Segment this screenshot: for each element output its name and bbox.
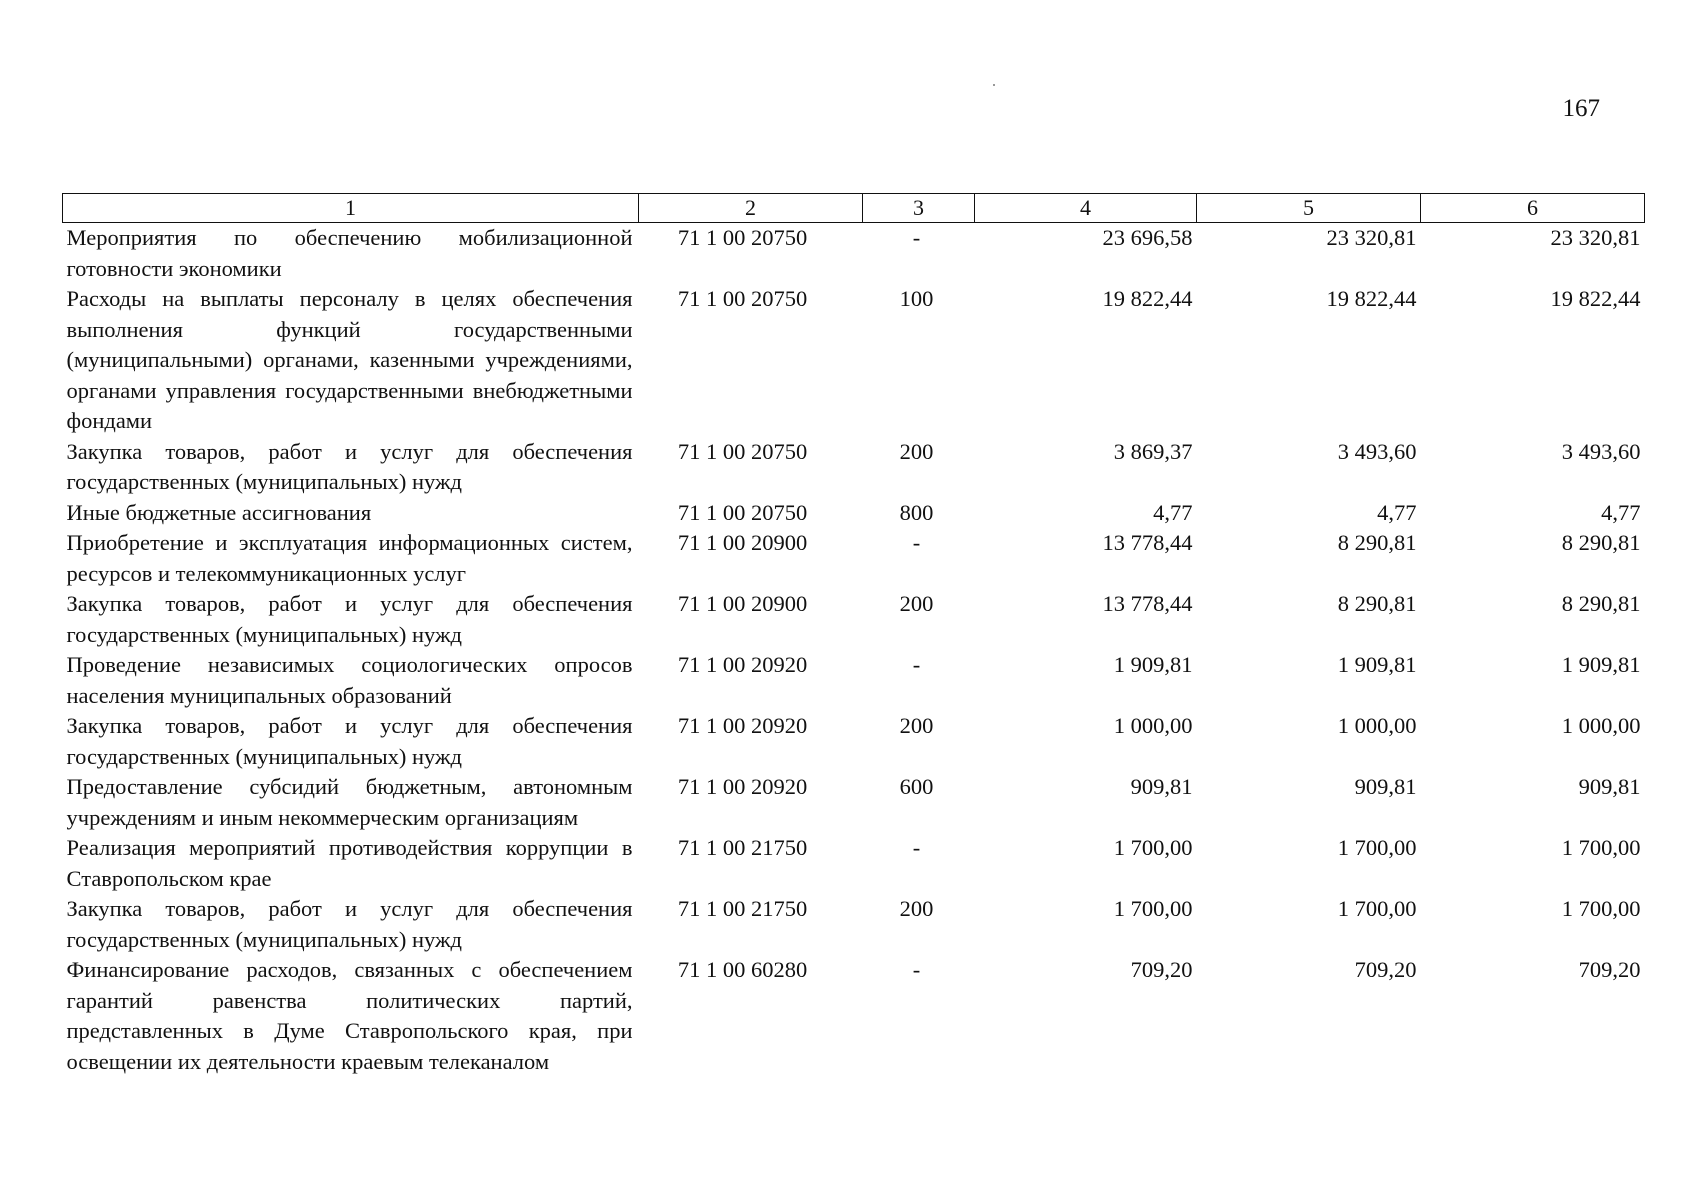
row-value-3: 1 700,00 [1561,835,1641,860]
row-value-1: 1 000,00 [1113,713,1193,738]
row-type: - [912,957,921,982]
row-value-3: 19 822,44 [1550,286,1641,311]
row-value-2: 8 290,81 [1337,591,1417,616]
row-value-3: 8 290,81 [1561,530,1641,555]
table-row [63,437,1645,498]
column-header-1: 1 [63,194,639,223]
row-value-3: 8 290,81 [1561,591,1641,616]
row-type: - [912,225,921,250]
row-type: 200 [899,591,934,616]
row-name: Закупка товаров, работ и услуг для обеспечения государственных (муниципальных) нужд [66,438,633,494]
row-value-2: 709,20 [1354,957,1417,982]
budget-table [62,193,1645,1077]
scan-speck [993,84,995,86]
row-value-1: 1 909,81 [1113,652,1193,677]
row-name: Финансирование расходов, связанных с обеспечением гарантий равенства политических партий, представленных в Думе Ставропольского края, при освещении их деятельности краевым телеканалом [66,957,633,1074]
table-row [63,955,1645,1077]
row-value-2: 1 000,00 [1337,713,1417,738]
row-name: Иные бюджетные ассигнования [66,499,372,525]
row-code: 71 1 00 20750 [677,499,808,525]
row-type: - [912,530,921,555]
row-name: Мероприятия по обеспечению мобилизационной готовности экономики [66,225,633,281]
row-type: - [912,835,921,860]
row-code: 71 1 00 20900 [677,591,808,616]
table-row [63,498,1645,529]
row-code: 71 1 00 20920 [677,652,808,677]
table-row [63,772,1645,833]
column-header-6: 6 [1421,194,1645,223]
row-value-2: 1 700,00 [1337,835,1417,860]
row-name: Закупка товаров, работ и услуг для обеспечения государственных (муниципальных) нужд [66,896,633,952]
row-value-3: 1 909,81 [1561,652,1641,677]
row-name: Реализация мероприятий противодействия коррупции в Ставропольском крае [66,835,633,891]
row-value-3: 1 000,00 [1561,713,1641,738]
table-header [63,194,1645,223]
table-row [63,711,1645,772]
row-value-1: 3 869,37 [1113,438,1193,464]
row-value-1: 13 778,44 [1102,591,1193,616]
row-value-3: 23 320,81 [1550,225,1641,250]
row-value-2: 19 822,44 [1326,286,1417,311]
row-value-2: 4,77 [1377,499,1417,525]
row-name: Закупка товаров, работ и услуг для обеспечения государственных (муниципальных) нужд [66,591,633,647]
row-value-1: 23 696,58 [1102,225,1193,250]
row-name: Закупка товаров, работ и услуг для обеспечения государственных (муниципальных) нужд [66,713,633,769]
row-type: 100 [899,286,934,311]
table-row [63,223,1645,285]
row-type: - [912,652,921,677]
row-value-3: 709,20 [1578,957,1641,982]
page-number: 167 [1562,95,1600,122]
row-value-1: 1 700,00 [1113,835,1193,860]
row-value-3: 1 700,00 [1561,896,1641,921]
header-row [63,194,1645,223]
row-code: 71 1 00 20920 [677,774,808,799]
row-code: 71 1 00 20750 [677,225,808,250]
table-row [63,894,1645,955]
table-row [63,528,1645,589]
row-name: Предоставление субсидий бюджетным, автономным учреждениям и иным некоммерческим организациям [66,774,633,830]
column-header-3: 3 [863,194,975,223]
column-header-5: 5 [1197,194,1421,223]
row-value-2: 23 320,81 [1326,225,1417,250]
table-body [63,223,1645,1078]
row-value-1: 19 822,44 [1102,286,1193,311]
table-row [63,650,1645,711]
row-value-2: 909,81 [1354,774,1417,799]
row-value-1: 4,77 [1153,499,1193,525]
row-name: Проведение независимых социологических опросов населения муниципальных образований [66,652,633,708]
row-value-1: 1 700,00 [1113,896,1193,921]
row-name: Расходы на выплаты персоналу в целях обеспечения выполнения функций государственными (муниципальными) органами, казенными учреждениями, органами управления государственными внебюджетными фондами [66,286,633,433]
row-type: 600 [899,774,934,799]
row-value-3: 909,81 [1578,774,1641,799]
row-type: 200 [899,896,934,921]
row-value-3: 3 493,60 [1561,438,1641,464]
row-type: 200 [899,438,934,464]
row-code: 71 1 00 60280 [677,957,808,982]
row-value-3: 4,77 [1601,499,1641,525]
row-value-2: 3 493,60 [1337,438,1417,464]
row-code: 71 1 00 20920 [677,713,808,738]
row-value-2: 1 700,00 [1337,896,1417,921]
column-header-4: 4 [975,194,1197,223]
row-name: Приобретение и эксплуатация информационных систем, ресурсов и телекоммуникационных услуг [66,530,633,586]
row-value-2: 1 909,81 [1337,652,1417,677]
table-row [63,833,1645,894]
table-row [63,284,1645,437]
row-type: 800 [899,499,934,525]
row-code: 71 1 00 20750 [677,438,808,464]
row-code: 71 1 00 21750 [677,896,808,921]
row-value-1: 709,20 [1130,957,1193,982]
row-type: 200 [899,713,934,738]
row-code: 71 1 00 20900 [677,530,808,555]
row-value-1: 909,81 [1130,774,1193,799]
column-header-2: 2 [639,194,863,223]
row-code: 71 1 00 21750 [677,835,808,860]
row-value-1: 13 778,44 [1102,530,1193,555]
row-code: 71 1 00 20750 [677,286,808,311]
table-row [63,589,1645,650]
row-value-2: 8 290,81 [1337,530,1417,555]
